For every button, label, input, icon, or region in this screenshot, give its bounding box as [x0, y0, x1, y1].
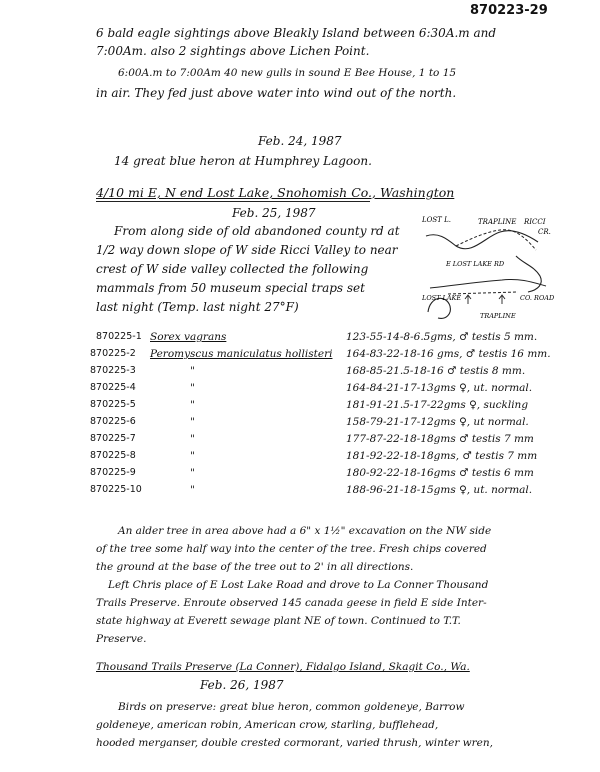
intro-line: in air. They fed just above water into wind out of the north. [96, 86, 457, 100]
sketch-label-lost-lake: LOST LAKE [422, 294, 462, 302]
sketch-label-creek: CR. [538, 228, 551, 236]
specimen-measurements: 181-92-22-18-18gms, ♂ testis 7 mm [346, 450, 538, 462]
specimen-measurements: 158-79-21-17-12gms ♀, ut normal. [346, 416, 529, 428]
entry-text: mammals from 50 museum special traps set [96, 281, 365, 295]
specimen-id: 870225-7 [90, 433, 136, 444]
specimen-species: " [190, 484, 195, 496]
specimen-id: 870225-2 [90, 348, 136, 359]
specimen-species: " [190, 416, 195, 428]
specimen-id: 870225-4 [90, 382, 136, 393]
trapline-sketch-map [420, 208, 560, 323]
observation-line: Left Chris place of E Lost Lake Road and drove to La Conner Thousand [108, 579, 489, 591]
lost-lake-road-line [430, 279, 546, 288]
specimen-species: Sorex vagrans [150, 331, 227, 343]
specimen-measurements: 188-96-21-18-15gms ♀, ut. normal. [346, 484, 533, 496]
specimen-species: Peromyscus maniculatus hollisteri [150, 348, 333, 360]
sketch-label-trapline-bottom: TRAPLINE [480, 312, 516, 320]
entry-text: 14 great blue heron at Humphrey Lagoon. [114, 154, 372, 168]
specimen-species: " [190, 467, 195, 479]
intro-line: 6:00A.m to 7:00Am 40 new gulls in sound E Bee House, 1 to 15 [118, 67, 457, 79]
specimen-species: " [190, 433, 195, 445]
specimen-measurements: 164-83-22-18-16 gms, ♂ testis 16 mm. [346, 348, 551, 360]
entry-date: Feb. 26, 1987 [200, 678, 284, 692]
arrow-up-marker [499, 295, 505, 304]
intro-line: 7:00Am. also 2 sightings above Lichen Point. [96, 44, 370, 58]
specimen-list [0, 330, 600, 502]
observation-line: state highway at Everett sewage plant NE of town. Continued to T.T. [96, 615, 461, 627]
specimen-measurements: 181-91-21.5-17-22gms ♀, suckling [346, 399, 529, 411]
specimen-id: 870225-1 [96, 331, 142, 342]
heading-underline [96, 201, 370, 202]
specimen-species: " [190, 365, 195, 377]
page-reference-number: 870223-29 [470, 3, 548, 18]
observation-line: Trails Preserve. Enroute observed 145 canada geese in field E side Inter- [96, 597, 487, 609]
intro-line: 6 bald eagle sightings above Bleakly Island between 6:30A.m and [96, 26, 497, 40]
entry-text: goldeneye, american robin, American crow, starling, bufflehead, [96, 719, 439, 731]
specimen-measurements: 164-84-21-17-13gms ♀, ut. normal. [346, 382, 533, 394]
specimen-species: " [190, 382, 195, 394]
creek-curve [516, 256, 541, 292]
sketch-label-lost-lake-top: LOST L. [422, 216, 451, 224]
specimen-id: 870225-10 [90, 484, 142, 495]
entry-date: Feb. 25, 1987 [232, 206, 316, 220]
specimen-id: 870225-9 [90, 467, 136, 478]
specimen-measurements: 180-92-22-18-16gms ♂ testis 6 mm [346, 467, 534, 479]
specimen-measurements: 177-87-22-18-18gms ♂ testis 7 mm [346, 433, 534, 445]
observation-line: the ground at the base of the tree out to 2' in all directions. [96, 561, 414, 573]
specimen-species: " [190, 399, 195, 411]
entry-date: Feb. 24, 1987 [258, 134, 342, 148]
entry-text: crest of W side valley collected the following [96, 262, 369, 276]
specimen-id: 870225-6 [90, 416, 136, 427]
observation-line: of the tree some half way into the center of the tree. Fresh chips covered [96, 543, 487, 555]
locality-heading: Thousand Trails Preserve (La Conner), Fidalgo Island, Skagit Co., Wa. [96, 661, 470, 673]
sketch-label-trapline-top: TRAPLINE [478, 218, 517, 226]
observation-line: Preserve. [96, 633, 147, 645]
valley-slope-line [426, 231, 538, 249]
entry-text: 1/2 way down slope of W side Ricci Valley to near [96, 243, 398, 257]
entry-text: Birds on preserve: great blue heron, common goldeneye, Barrow [118, 701, 465, 713]
entry-text: From along side of old abandoned county rd at [114, 224, 400, 238]
sketch-label-ricci: RICCI [524, 218, 546, 226]
entry-text: hooded merganser, double crested cormorant, varied thrush, winter wren, [96, 737, 493, 749]
specimen-id: 870225-5 [90, 399, 136, 410]
specimen-species: " [190, 450, 195, 462]
trapline-top-path [456, 230, 536, 250]
specimen-id: 870225-3 [90, 365, 136, 376]
specimen-measurements: 123-55-14-8-6.5gms, ♂ testis 5 mm. [346, 331, 538, 343]
specimen-measurements: 168-85-21.5-18-16 ♂ testis 8 mm. [346, 365, 526, 377]
specimen-id: 870225-8 [90, 450, 136, 461]
observation-line: An alder tree in area above had a 6" x 1½" excavation on the NW side [118, 525, 492, 537]
sketch-label-e-lost-lake-rd: E LOST LAKE RD [446, 260, 505, 268]
arrow-up-marker [465, 295, 471, 304]
entry-text: last night (Temp. last night 27°F) [96, 300, 299, 314]
sketch-label-co-road: CO. ROAD [520, 294, 555, 302]
locality-heading: 4/10 mi E, N end Lost Lake, Snohomish Co., Washington [96, 185, 455, 200]
